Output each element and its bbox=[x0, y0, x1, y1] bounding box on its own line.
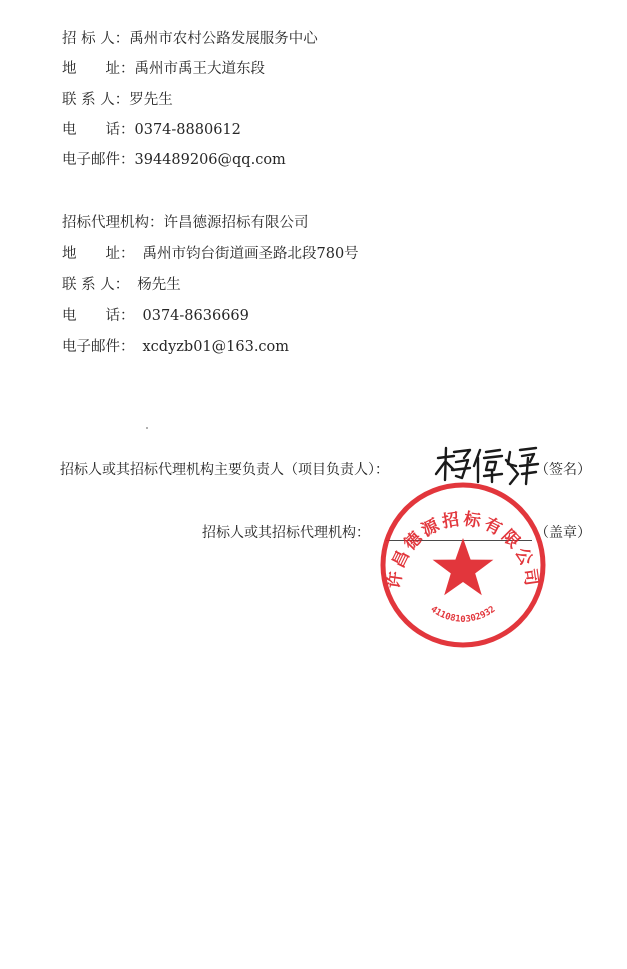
tenderer-phone: 0374-8880612 bbox=[134, 122, 241, 138]
tenderer-email-row bbox=[62, 151, 286, 169]
agency-address-label: 地 址： bbox=[62, 246, 135, 262]
tenderer-email: 394489206@qq.com bbox=[134, 152, 286, 168]
tenderer-phone-row bbox=[62, 121, 241, 139]
org-label: 招标人或其招标代理机构： bbox=[202, 525, 370, 541]
agency-name-row bbox=[62, 214, 309, 232]
agency-contact: 杨先生 bbox=[137, 277, 181, 293]
agency-email-row bbox=[62, 338, 289, 356]
tenderer-name-row bbox=[62, 30, 318, 48]
tenderer-phone-label: 电 话： bbox=[62, 122, 135, 138]
svg-text:4110810302932 bbox=[429, 605, 498, 625]
tenderer-contact-label: 联 系 人： bbox=[62, 92, 130, 108]
agency-phone-row bbox=[62, 307, 249, 325]
tenderer-name-label: 招 标 人： bbox=[62, 31, 130, 47]
tenderer-email-label: 电子邮件： bbox=[62, 152, 135, 168]
agency-phone: 0374-8636669 bbox=[142, 308, 249, 324]
tenderer-address: 禹州市禹王大道东段 bbox=[134, 61, 265, 77]
seal-arc-text: 许昌德源招标有限公司 bbox=[384, 509, 542, 590]
seal-note: （盖章） bbox=[535, 525, 591, 541]
agency-name: 许昌德源招标有限公司 bbox=[163, 215, 309, 231]
seal-code: 4110810302932 bbox=[428, 604, 498, 625]
tenderer-name: 禹州市农村公路发展服务中心 bbox=[129, 31, 318, 47]
company-seal bbox=[378, 480, 548, 650]
tenderer-contact: 罗先生 bbox=[129, 92, 173, 108]
agency-email-label: 电子邮件： bbox=[62, 339, 135, 355]
tenderer-contact-row bbox=[62, 91, 173, 109]
sign-note: （签名） bbox=[535, 462, 591, 478]
scan-speck bbox=[146, 427, 148, 429]
agency-address: 禹州市钧台街道画圣路北段780号 bbox=[142, 246, 359, 262]
agency-contact-label: 联 系 人： bbox=[62, 277, 130, 293]
seal-star-icon bbox=[433, 538, 494, 595]
tenderer-address-row bbox=[62, 60, 265, 78]
agency-name-label: 招标代理机构： bbox=[62, 215, 164, 231]
agency-email: xcdyzb01@163.com bbox=[142, 339, 290, 355]
agency-contact-row bbox=[62, 276, 181, 294]
tenderer-address-label: 地 址： bbox=[62, 61, 135, 77]
agency-address-row bbox=[62, 245, 359, 263]
responsible-label: 招标人或其招标代理机构主要负责人（项目负责人）： bbox=[60, 462, 389, 478]
agency-phone-label: 电 话： bbox=[62, 308, 135, 324]
